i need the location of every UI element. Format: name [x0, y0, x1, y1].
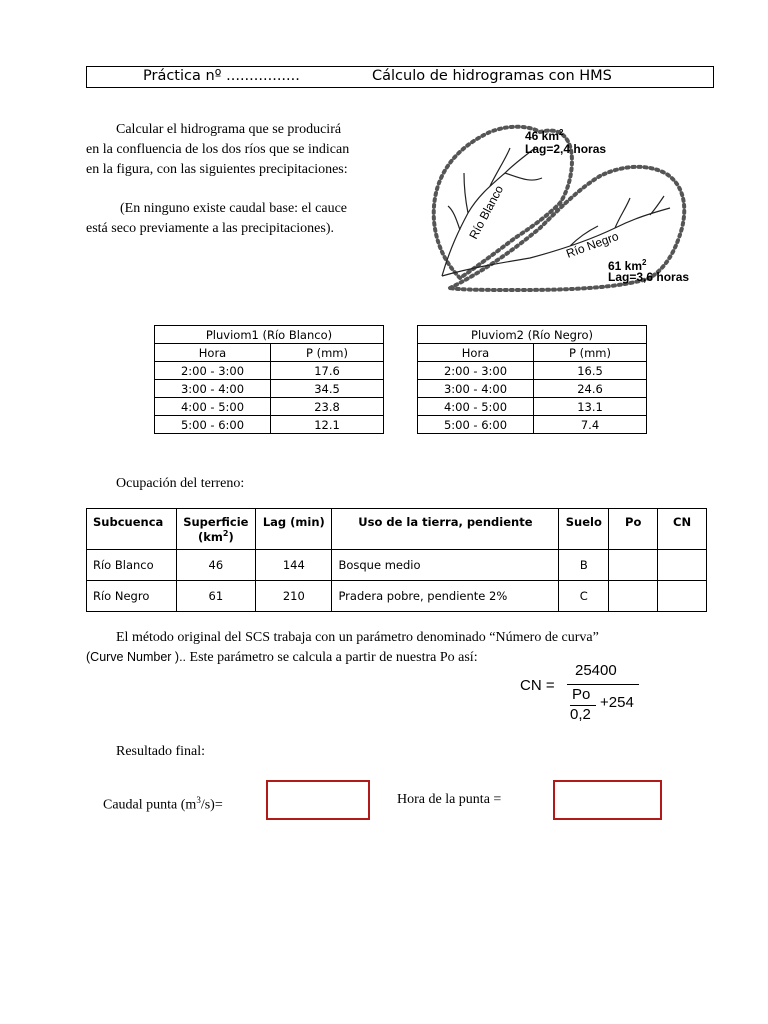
hora-cell: 3:00 - 4:00 [155, 380, 271, 398]
table-row [418, 380, 647, 398]
table-row [418, 398, 647, 416]
ocupacion-table [86, 508, 707, 612]
po-cell[interactable] [609, 581, 658, 612]
hora-cell: 2:00 - 3:00 [418, 362, 534, 380]
basin1-lag: Lag=2,4 horas [525, 142, 607, 156]
intro-line-2: en la confluencia de los dos ríos que se indican [86, 142, 350, 157]
table-row [155, 416, 384, 434]
formula-divisor: 0,2 [570, 706, 591, 723]
cn-cell[interactable] [658, 550, 707, 581]
pluviom1-col-p: P (mm) [271, 344, 384, 362]
p-cell: 16.5 [534, 362, 647, 380]
hora-cell: 5:00 - 6:00 [418, 416, 534, 434]
caudal-answer-box[interactable] [266, 780, 370, 820]
col-cn: CN [658, 509, 707, 550]
suelo-cell: B [559, 550, 609, 581]
basin1-area: 46 $km^2$ [525, 128, 564, 143]
pluviom2-title: Pluviom2 (Río Negro) [418, 326, 647, 344]
col-subcuenca: Subcuenca [87, 509, 177, 550]
hora-label: Hora de la punta = [397, 792, 502, 807]
fraction-bar [567, 684, 639, 685]
p-cell: 12.1 [271, 416, 384, 434]
hora-answer-box[interactable] [553, 780, 662, 820]
p-cell: 17.6 [271, 362, 384, 380]
intro-line-5: está seco previamente a las precipitaciones). [86, 221, 334, 236]
hora-cell: 5:00 - 6:00 [155, 416, 271, 434]
lag-cell: 144 [256, 550, 332, 581]
practice-number: Práctica nº ................ [143, 68, 300, 84]
scs-line-2 [86, 647, 478, 668]
curve-number-text: (Curve Number ).. [86, 650, 187, 664]
formula-numerator: 25400 [575, 662, 617, 679]
uso-cell: Pradera pobre, pendiente 2% [332, 581, 559, 612]
p-cell: 24.6 [534, 380, 647, 398]
pluviom2-col-hora: Hora [418, 344, 534, 362]
basin2-river-label: Río Negro [564, 228, 621, 261]
cn-formula [520, 660, 650, 722]
col-suelo: Suelo [559, 509, 609, 550]
basin-figure [420, 118, 700, 308]
table-row [87, 550, 707, 581]
po-cell[interactable] [609, 550, 658, 581]
basin2-lag: Lag=3,6 horas [608, 270, 690, 284]
p-cell: 13.1 [534, 398, 647, 416]
title-bar [86, 66, 714, 88]
pluviom2-table [417, 325, 647, 434]
formula-lhs: CN = [520, 677, 555, 694]
formula-plus: +254 [600, 694, 634, 711]
p-cell: 34.5 [271, 380, 384, 398]
basin1-river-label: Río Blanco [466, 183, 507, 242]
col-po: Po [609, 509, 658, 550]
table-row [87, 581, 707, 612]
hora-cell: 3:00 - 4:00 [418, 380, 534, 398]
scs-line-2-text: Este parámetro se calcula a partir de nuestra Po así: [186, 650, 478, 665]
table-row [155, 398, 384, 416]
hora-cell: 4:00 - 5:00 [418, 398, 534, 416]
table-row [418, 416, 647, 434]
superficie-cell: 46 [176, 550, 256, 581]
scs-line-1: El método original del SCS trabaja con un parámetro denominado “Número de curva” [116, 630, 599, 645]
page-title: Cálculo de hidrogramas con HMS [372, 68, 612, 84]
intro-line-3: en la figura, con las siguientes precipitaciones: [86, 162, 348, 177]
pluviom1-table [154, 325, 384, 434]
table-row [418, 362, 647, 380]
caudal-unit-sup: 3 [196, 795, 201, 805]
caudal-label: Caudal punta $(m^3/s)=$ [103, 795, 223, 813]
basin2-area: 61 $km^2$ [608, 258, 647, 273]
formula-po: Po [572, 686, 591, 703]
lag-cell: 210 [256, 581, 332, 612]
subcuenca-cell: Río Blanco [87, 550, 177, 581]
p-cell: 7.4 [534, 416, 647, 434]
intro-line-1: Calcular el hidrograma que se producirá [116, 122, 342, 137]
result-label: Resultado final: [116, 744, 206, 759]
col-uso: Uso de la tierra, pendiente [332, 509, 559, 550]
p-cell: 23.8 [271, 398, 384, 416]
pluviom1-title: Pluviom1 (Río Blanco) [155, 326, 384, 344]
hora-cell: 4:00 - 5:00 [155, 398, 271, 416]
col-superficie: Superficie $(km^2)$ [176, 509, 256, 550]
pluviom2-col-p: P (mm) [534, 344, 647, 362]
hora-cell: 2:00 - 3:00 [155, 362, 271, 380]
uso-cell: Bosque medio [332, 550, 559, 581]
table-row [155, 362, 384, 380]
cn-cell[interactable] [658, 581, 707, 612]
subcuenca-cell: Río Negro [87, 581, 177, 612]
suelo-cell: C [559, 581, 609, 612]
intro-line-4: (En ninguno existe caudal base: el cauce [120, 201, 348, 216]
basin1-area-sup: 2 [559, 128, 564, 137]
col-lag: Lag (min) [256, 509, 332, 550]
table-row [155, 380, 384, 398]
ocupacion-label: Ocupación del terreno: [116, 476, 245, 491]
basin2-area-sup: 2 [642, 258, 647, 267]
pluviom1-col-hora: Hora [155, 344, 271, 362]
superficie-cell: 61 [176, 581, 256, 612]
